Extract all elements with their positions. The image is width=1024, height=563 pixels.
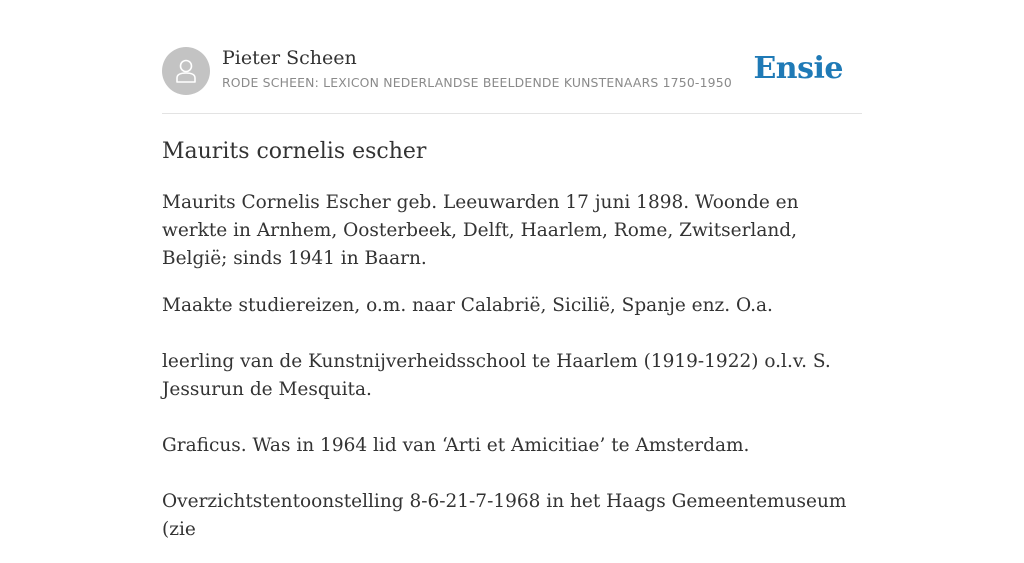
paragraph: Maurits Cornelis Escher geb. Leeuwarden 17 juni 1898. Woonde en werkte in Arnhem, Oosterbeek, Delft, Haarlem, Rome, Zwitserland, België; sinds 1941 in Baarn. <box>162 192 799 269</box>
ensie-logo[interactable]: Ensie <box>753 51 843 86</box>
author-name[interactable]: Pieter Scheen <box>222 47 357 69</box>
paragraph: leerling van de Kunstnijverheidsschool te Haarlem (1919-1922) o.l.v. S. Jessurun de Mesquita. <box>162 351 831 400</box>
paragraph: Maakte studiereizen, o.m. naar Calabrië, Sicilië, Spanje enz. O.a. <box>162 295 773 316</box>
page-title: Maurits cornelis escher <box>162 139 427 164</box>
header-divider <box>162 113 862 114</box>
paragraph: Graficus. Was in 1964 lid van ‘Arti et Amicitiae’ te Amsterdam. <box>162 435 750 456</box>
article-header <box>162 46 862 96</box>
source-label[interactable]: RODE SCHEEN: LEXICON NEDERLANDSE BEELDENDE KUNSTENAARS 1750-1950 <box>222 75 732 90</box>
user-icon <box>171 56 201 86</box>
article-body <box>162 189 862 563</box>
avatar[interactable] <box>162 47 210 95</box>
paragraph: Overzichtstentoonstelling 8-6-21-7-1968 in het Haags Gemeentemuseum (zie <box>162 491 847 540</box>
